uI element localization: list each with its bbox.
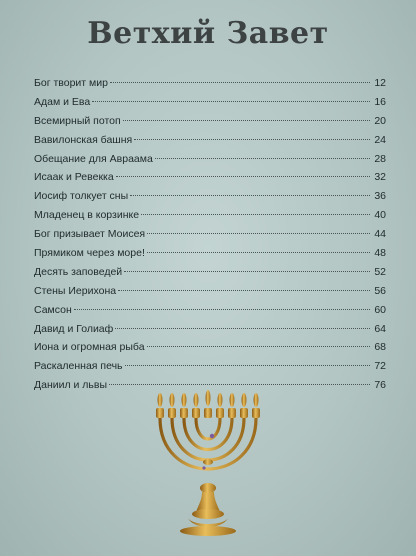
- toc-entry-title: Младенец в корзинке: [34, 209, 140, 222]
- toc-entry-page: 76: [374, 379, 386, 392]
- toc-entry-page: 44: [374, 228, 386, 241]
- toc-entry-title: Десять заповедей: [34, 265, 123, 278]
- leader-dots: [147, 233, 370, 234]
- toc-entry-page: 28: [374, 152, 386, 165]
- menorah-icon: [146, 388, 270, 538]
- toc-entry[interactable]: [34, 206, 386, 225]
- toc-entry-page: 48: [374, 247, 386, 260]
- leader-dots: [92, 101, 370, 102]
- toc-entry[interactable]: [34, 357, 386, 376]
- toc-entry-page: 24: [374, 133, 386, 146]
- toc-entry[interactable]: [34, 112, 386, 131]
- toc-entry-title: Раскаленная печь: [34, 360, 123, 373]
- leader-dots: [155, 158, 370, 159]
- toc-entry[interactable]: [34, 150, 386, 169]
- toc-entry-page: 36: [374, 190, 386, 203]
- toc-entry-page: 52: [374, 265, 386, 278]
- toc-entry-title: Адам и Ева: [34, 95, 91, 108]
- toc-entry[interactable]: [34, 301, 386, 320]
- leader-dots: [124, 271, 370, 272]
- toc-entry-page: 32: [374, 171, 386, 184]
- leader-dots: [118, 290, 370, 291]
- toc-entry[interactable]: [34, 74, 386, 93]
- toc-entry-title: Вавилонская башня: [34, 133, 133, 146]
- leader-dots: [147, 346, 370, 347]
- toc-entry-page: 40: [374, 209, 386, 222]
- toc-entry-title: Давид и Голиаф: [34, 322, 114, 335]
- toc-entry-page: 20: [374, 114, 386, 127]
- toc-list: [34, 74, 386, 395]
- toc-entry-title: Даниил и львы: [34, 379, 108, 392]
- toc-entry-title: Иона и огромная рыба: [34, 341, 145, 354]
- toc-entry-page: 68: [374, 341, 386, 354]
- leader-dots: [116, 176, 370, 177]
- toc-entry-page: 16: [374, 95, 386, 108]
- toc-entry-title: Бог творит мир: [34, 77, 108, 89]
- toc-entry-title: Всемирный потоп: [34, 114, 121, 127]
- toc-entry[interactable]: [34, 225, 386, 244]
- toc-entry[interactable]: [34, 168, 386, 187]
- toc-entry-page: 64: [374, 322, 386, 335]
- toc-entry[interactable]: [34, 320, 386, 339]
- leader-dots: [125, 365, 370, 366]
- toc-entry-page: 56: [374, 284, 386, 297]
- leader-dots: [123, 120, 370, 121]
- toc-entry-page: 12: [374, 77, 386, 89]
- toc-entry[interactable]: [34, 263, 386, 282]
- toc-entry-title: Исаак и Ревекка: [34, 171, 114, 184]
- toc-entry-title: Стены Иерихона: [34, 284, 117, 297]
- toc-entry[interactable]: [34, 338, 386, 357]
- toc-entry[interactable]: [34, 131, 386, 150]
- toc-entry[interactable]: [34, 187, 386, 206]
- toc-entry[interactable]: [34, 244, 386, 263]
- toc-entry-title: Обещание для Авраама: [34, 152, 153, 165]
- toc-entry[interactable]: [34, 93, 386, 112]
- toc-entry-title: Бог призывает Моисея: [34, 228, 146, 241]
- leader-dots: [147, 252, 370, 253]
- leader-dots: [115, 328, 370, 329]
- toc-entry-page: 60: [374, 303, 386, 316]
- leader-dots: [74, 309, 370, 310]
- toc-entry-title: Самсон: [34, 303, 72, 316]
- leader-dots: [141, 214, 370, 215]
- leader-dots: [109, 384, 370, 385]
- leader-dots: [134, 139, 370, 140]
- toc-entry[interactable]: [34, 282, 386, 301]
- leader-dots: [130, 195, 370, 196]
- toc-entry-title: Иосиф толкует сны: [34, 190, 129, 203]
- leader-dots: [110, 82, 370, 83]
- toc-entry-title: Прямиком через море!: [34, 247, 145, 260]
- toc-entry-page: 72: [374, 360, 386, 373]
- page-title: Ветхий Завет: [87, 16, 329, 51]
